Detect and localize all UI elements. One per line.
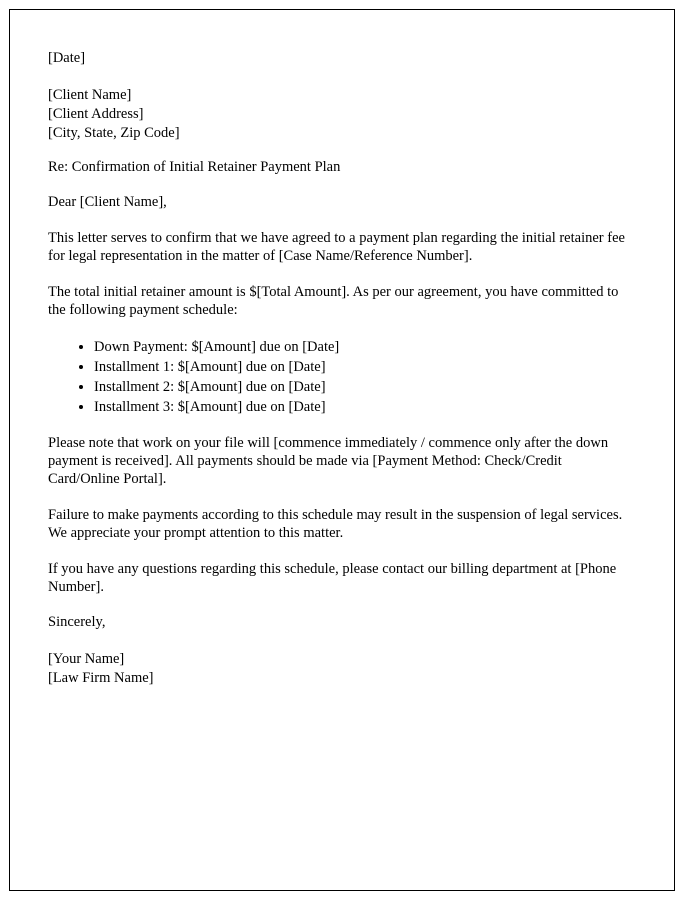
paragraph-amount: The total initial retainer amount is $[Total Amount]. As per our agreement, you have committed to the following payment schedule:	[48, 284, 619, 319]
salutation: Dear [Client Name],	[48, 194, 167, 211]
city-state-zip-line: [City, State, Zip Code]	[48, 124, 180, 141]
signature-firm: [Law Firm Name]	[48, 670, 154, 687]
signature-block	[48, 650, 636, 688]
signature-name: [Your Name]	[48, 651, 125, 668]
letter-page	[9, 9, 675, 891]
schedule-item-installment-1: • Installment 1: $[Amount] due on [Date]	[94, 358, 636, 377]
payment-schedule-list	[48, 338, 636, 416]
paragraph-failure: Failure to make payments according to this schedule may result in the suspension of legal services. We appreciate your prompt attention to this matter.	[48, 506, 623, 541]
paragraph-questions: If you have any questions regarding this schedule, please contact our billing department at [Phone Number].	[48, 560, 617, 595]
closing: Sincerely,	[48, 614, 106, 631]
paragraph-commencement: Please note that work on your file will [commence immediately / commence only after the down payment is received]. All payments should be made via [Payment Method: Check/Credit Card/Online Portal].	[48, 434, 609, 487]
schedule-item-installment-3: • Installment 3: $[Amount] due on [Date]	[94, 398, 636, 417]
letter-date: [Date]	[48, 50, 86, 66]
letter-content	[10, 10, 674, 688]
schedule-item-installment-2: • Installment 2: $[Amount] due on [Date]	[94, 378, 636, 397]
schedule-item-down-payment: • Down Payment: $[Amount] due on [Date]	[94, 338, 636, 357]
client-name-line: [Client Name]	[48, 86, 132, 103]
paragraph-intro: This letter serves to confirm that we have agreed to a payment plan regarding the initial retainer fee for legal representation in the matter of [Case Name/Reference Number].	[48, 230, 625, 265]
client-address-line: [Client Address]	[48, 105, 144, 122]
subject-line: Re: Confirmation of Initial Retainer Payment Plan	[48, 158, 341, 175]
recipient-address-block	[48, 86, 636, 143]
